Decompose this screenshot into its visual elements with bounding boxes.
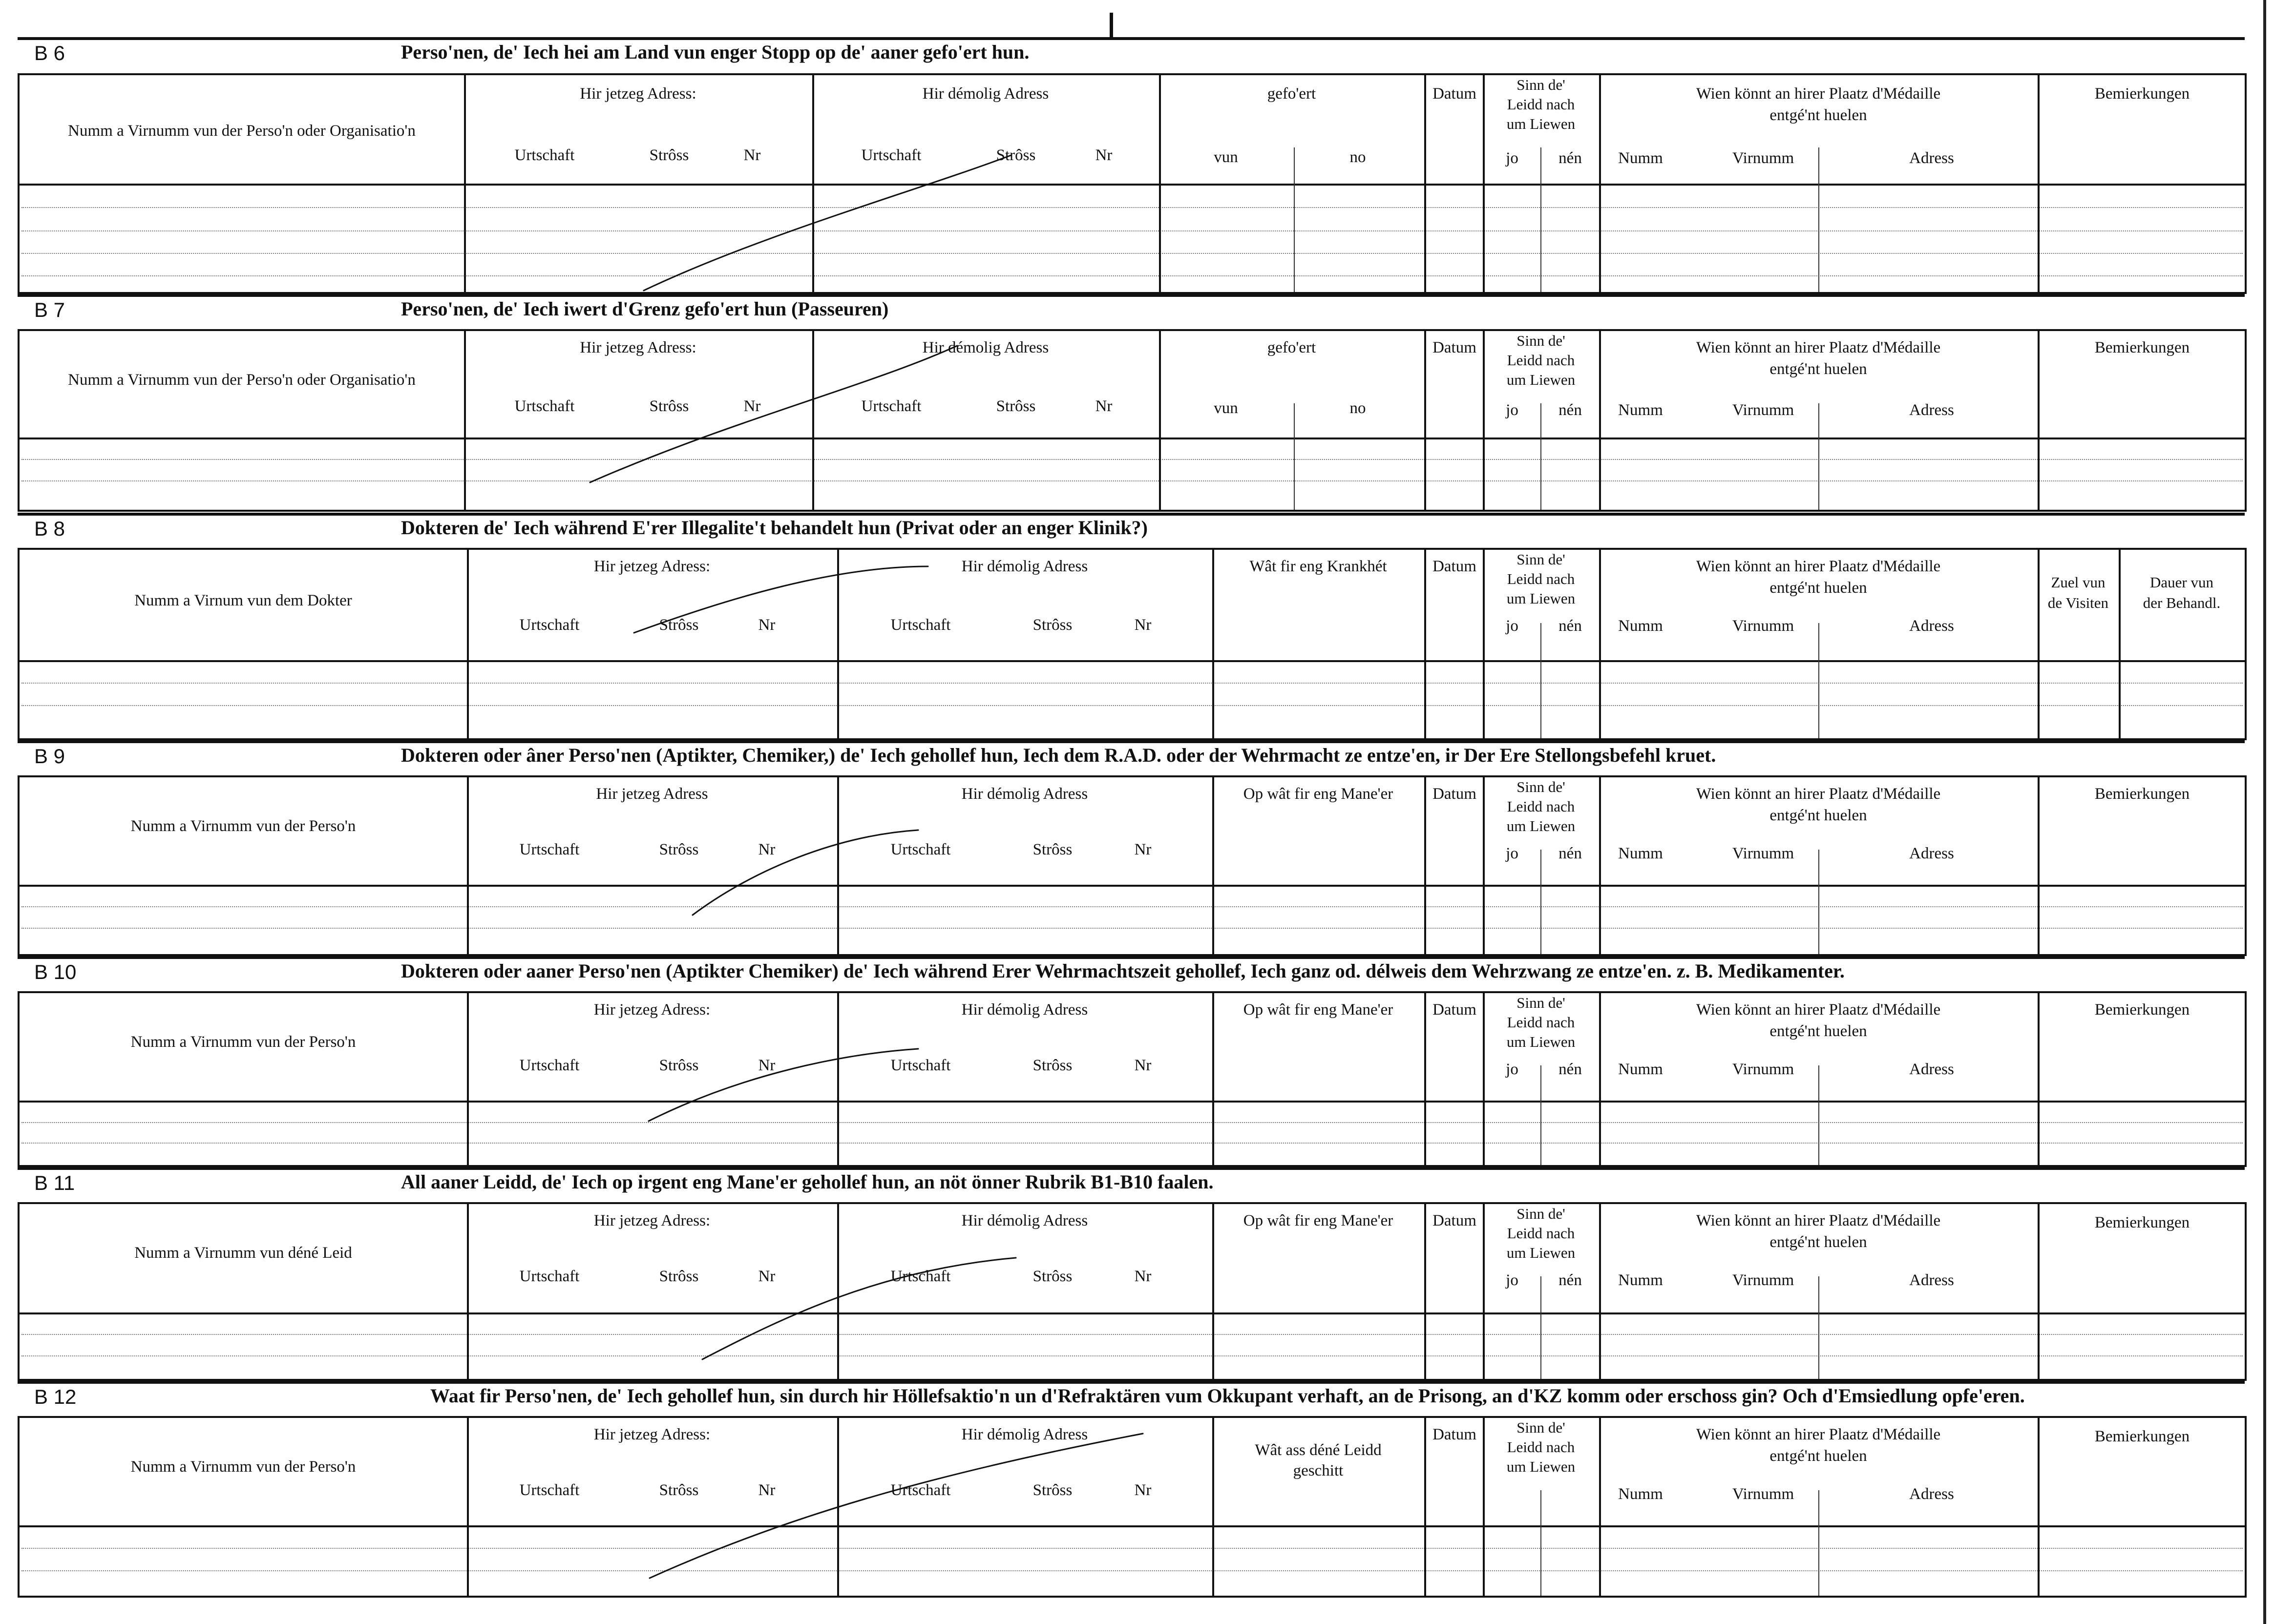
stross-label: Strôss bbox=[996, 146, 1036, 164]
right-page-edge bbox=[2263, 0, 2266, 1624]
visits-count-header: Zuel vun bbox=[2051, 574, 2106, 591]
section-table bbox=[18, 1416, 2247, 1598]
leidd-nach-header: Leidd nach bbox=[1507, 570, 1575, 587]
adress-label: Adress bbox=[1909, 1061, 1954, 1078]
section-table bbox=[18, 73, 2247, 294]
um-liewen-header: um Liewen bbox=[1506, 371, 1576, 388]
stross-label: Strôss bbox=[649, 146, 689, 164]
urtschaft-label: Urtschaft bbox=[519, 1481, 580, 1499]
nr-label: Nr bbox=[758, 841, 776, 858]
no-label: no bbox=[1349, 148, 1366, 166]
nr-label: Nr bbox=[743, 146, 761, 164]
jo-label: jo bbox=[1506, 1271, 1518, 1289]
numm-label: Numm bbox=[1618, 1271, 1663, 1289]
sinn-header: Sinn de' bbox=[1516, 994, 1565, 1011]
leidd-nach-header: Leidd nach bbox=[1507, 798, 1575, 815]
manner-header: Op wât fir eng Mane'er bbox=[1243, 785, 1393, 803]
medal-recipient-header: Wien könnt an hirer Plaatz d'Médaille bbox=[1696, 785, 1941, 803]
datum-header: Datum bbox=[1432, 339, 1476, 356]
former-address-header: Hir démolig Adress bbox=[922, 85, 1049, 103]
virnumm-label: Virnumm bbox=[1732, 149, 1794, 167]
nr-label: Nr bbox=[1134, 1481, 1152, 1499]
current-address-header: Hir jetzeg Adress bbox=[596, 785, 708, 803]
nr-label: Nr bbox=[758, 1268, 776, 1285]
urtschaft-label: Urtschaft bbox=[861, 146, 922, 164]
um-liewen-header: um Liewen bbox=[1506, 1033, 1576, 1050]
stross-label: Strôss bbox=[649, 397, 689, 415]
section-b12 bbox=[18, 1381, 2245, 1600]
name-column-header: Numm a Virnum vun dem Dokter bbox=[134, 592, 352, 609]
numm-label: Numm bbox=[1618, 1485, 1663, 1503]
former-address-header: Hir démolig Adress bbox=[961, 1426, 1088, 1443]
sinn-header: Sinn de' bbox=[1516, 551, 1565, 568]
um-liewen-header: um Liewen bbox=[1506, 1244, 1576, 1261]
um-liewen-header: um Liewen bbox=[1506, 590, 1576, 607]
nr-label: Nr bbox=[1134, 616, 1152, 634]
current-address-header: Hir jetzeg Adress: bbox=[593, 1212, 711, 1229]
section-table bbox=[18, 775, 2247, 956]
what-happened-header-2: geschitt bbox=[1293, 1462, 1344, 1479]
section-label: B 8 bbox=[34, 517, 65, 540]
remarks-header: Bemierkungen bbox=[2094, 1001, 2190, 1019]
vun-label: vun bbox=[1214, 148, 1238, 166]
jo-label: jo bbox=[1506, 617, 1518, 635]
top-center-mark bbox=[1110, 13, 1113, 38]
virnumm-label: Virnumm bbox=[1732, 1271, 1794, 1289]
treatment-duration-header: Dauer vun bbox=[2150, 574, 2213, 591]
name-column-header: Numm a Virnumm vun der Perso'n bbox=[130, 817, 356, 835]
section-table bbox=[18, 548, 2247, 740]
medal-recipient-header: Wien könnt an hirer Plaatz d'Médaille bbox=[1696, 85, 1941, 103]
numm-label: Numm bbox=[1618, 401, 1663, 419]
datum-header: Datum bbox=[1432, 1212, 1476, 1229]
jo-label: jo bbox=[1506, 401, 1518, 419]
section-title: Dokteren oder âner Perso'nen (Aptikter, Chemiker,) de' Iech gehollef hun, Iech dem R.A.D. oder der Wehrmacht ze entze'en, ir Der Ere Stellongsbefehl kruet. bbox=[401, 744, 1716, 766]
treatment-duration-header-2: der Behandl. bbox=[2143, 594, 2221, 611]
medal-recipient-header-2: entgé'nt huelen bbox=[1769, 1233, 1867, 1251]
section-table bbox=[18, 1202, 2247, 1381]
stross-label: Strôss bbox=[1032, 841, 1073, 858]
former-address-header: Hir démolig Adress bbox=[961, 558, 1088, 575]
numm-label: Numm bbox=[1618, 149, 1663, 167]
datum-header: Datum bbox=[1432, 558, 1476, 575]
section-label: B 10 bbox=[34, 960, 77, 983]
former-address-header: Hir démolig Adress bbox=[961, 785, 1088, 803]
current-address-header: Hir jetzeg Adress: bbox=[580, 339, 696, 356]
medal-recipient-header-2: entgé'nt huelen bbox=[1769, 1447, 1867, 1465]
section-b10 bbox=[18, 956, 2245, 1167]
name-column-header: Numm a Virnumm vun der Perso'n bbox=[130, 1458, 356, 1476]
medal-recipient-header-2: entgé'nt huelen bbox=[1769, 579, 1867, 597]
medal-recipient-header-2: entgé'nt huelen bbox=[1769, 106, 1867, 124]
virnumm-label: Virnumm bbox=[1732, 1061, 1794, 1078]
name-column-header: Numm a Virnumm vun der Perso'n oder Organisatio'n bbox=[68, 371, 416, 389]
um-liewen-header: um Liewen bbox=[1506, 817, 1576, 834]
remarks-header: Bemierkungen bbox=[2094, 85, 2190, 103]
sinn-header: Sinn de' bbox=[1516, 1205, 1565, 1222]
name-column-header: Numm a Virnumm vun der Perso'n bbox=[130, 1033, 356, 1051]
urtschaft-label: Urtschaft bbox=[890, 1057, 951, 1074]
leidd-nach-header: Leidd nach bbox=[1507, 1225, 1575, 1242]
section-b11 bbox=[18, 1167, 2245, 1381]
medal-recipient-header-2: entgé'nt huelen bbox=[1769, 360, 1867, 378]
um-liewen-header: um Liewen bbox=[1506, 115, 1576, 132]
adress-label: Adress bbox=[1909, 1485, 1954, 1503]
current-address-header: Hir jetzeg Adress: bbox=[593, 1426, 711, 1443]
former-address-header: Hir démolig Adress bbox=[922, 339, 1049, 356]
section-title: Perso'nen, de' Iech iwert d'Grenz gefo'ert hun (Passeuren) bbox=[401, 298, 889, 320]
remarks-header: Bemierkungen bbox=[2094, 1428, 2190, 1445]
former-address-header: Hir démolig Adress bbox=[961, 1001, 1088, 1019]
adress-label: Adress bbox=[1909, 617, 1954, 635]
section-label: B 7 bbox=[34, 298, 65, 321]
section-table bbox=[18, 329, 2247, 512]
stross-label: Strôss bbox=[1032, 1481, 1073, 1499]
adress-label: Adress bbox=[1909, 845, 1954, 862]
section-label: B 6 bbox=[34, 42, 65, 64]
adress-label: Adress bbox=[1909, 149, 1954, 167]
visits-count-header-2: de Visiten bbox=[2047, 594, 2109, 611]
datum-header: Datum bbox=[1432, 785, 1476, 803]
urtschaft-label: Urtschaft bbox=[519, 1057, 580, 1074]
urtschaft-label: Urtschaft bbox=[890, 1481, 951, 1499]
stross-label: Strôss bbox=[659, 1057, 699, 1074]
medal-recipient-header: Wien könnt an hirer Plaatz d'Médaille bbox=[1696, 1426, 1941, 1443]
jo-label: jo bbox=[1506, 1061, 1518, 1078]
stross-label: Strôss bbox=[1032, 616, 1073, 634]
virnumm-label: Virnumm bbox=[1732, 1485, 1794, 1503]
name-column-header: Numm a Virnumm vun déné Leid bbox=[134, 1244, 352, 1262]
leidd-nach-header: Leidd nach bbox=[1507, 1438, 1575, 1456]
stross-label: Strôss bbox=[659, 841, 699, 858]
virnumm-label: Virnumm bbox=[1732, 617, 1794, 635]
jo-label: jo bbox=[1506, 845, 1518, 862]
section-title: Dokteren oder aaner Perso'nen (Aptikter Chemiker) de' Iech während Erer Wehrmachtszeit gehollef, Iech ganz od. délweis dem Wehrzwang ze entze'en. z. B. Medikamenter. bbox=[401, 960, 1845, 982]
section-title: Waat fir Perso'nen, de' Iech gehollef hun, sin durch hir Höllefsaktio'n un d'Refraktären vum Okkupant verhaft, an de Prisong, an d'KZ komm oder erschoss gin? Och d'Emsiedlung opfe'eren. bbox=[430, 1385, 2025, 1407]
leidd-nach-header: Leidd nach bbox=[1507, 96, 1575, 113]
section-b9 bbox=[18, 740, 2245, 956]
illness-header: Wât fir eng Krankhét bbox=[1249, 558, 1387, 575]
datum-header: Datum bbox=[1432, 1426, 1476, 1443]
stross-label: Strôss bbox=[996, 397, 1036, 415]
nr-label: Nr bbox=[1134, 1057, 1152, 1074]
nen-label: nén bbox=[1558, 617, 1582, 635]
current-address-header: Hir jetzeg Adress: bbox=[593, 1001, 711, 1019]
section-label: B 11 bbox=[34, 1171, 75, 1194]
numm-label: Numm bbox=[1618, 845, 1663, 862]
stross-label: Strôss bbox=[659, 1481, 699, 1499]
medal-recipient-header-2: entgé'nt huelen bbox=[1769, 1022, 1867, 1040]
medal-recipient-header: Wien könnt an hirer Plaatz d'Médaille bbox=[1696, 1001, 1941, 1019]
sinn-header: Sinn de' bbox=[1516, 1419, 1565, 1436]
stross-label: Strôss bbox=[1032, 1057, 1073, 1074]
urtschaft-label: Urtschaft bbox=[514, 397, 575, 415]
urtschaft-label: Urtschaft bbox=[519, 616, 580, 634]
jo-label: jo bbox=[1506, 149, 1518, 167]
section-title: Perso'nen, de' Iech hei am Land vun enger Stopp op de' aaner gefo'ert hun. bbox=[401, 41, 1030, 63]
gefoert-header: gefo'ert bbox=[1267, 339, 1316, 356]
stross-label: Strôss bbox=[659, 616, 699, 634]
virnumm-label: Virnumm bbox=[1732, 401, 1794, 419]
medal-recipient-header-2: entgé'nt huelen bbox=[1769, 807, 1867, 824]
remarks-header: Bemierkungen bbox=[2094, 785, 2190, 803]
section-b8 bbox=[18, 513, 2245, 740]
vun-label: vun bbox=[1214, 399, 1238, 417]
nr-label: Nr bbox=[1095, 397, 1113, 415]
current-address-header: Hir jetzeg Adress: bbox=[593, 558, 711, 575]
section-label: B 12 bbox=[34, 1385, 77, 1408]
urtschaft-label: Urtschaft bbox=[890, 841, 951, 858]
um-liewen-header: um Liewen bbox=[1506, 1458, 1576, 1475]
sinn-header: Sinn de' bbox=[1516, 76, 1565, 93]
sinn-header: Sinn de' bbox=[1516, 332, 1565, 349]
what-happened-header: Wât ass déné Leidd bbox=[1255, 1441, 1382, 1459]
adress-label: Adress bbox=[1909, 401, 1954, 419]
nr-label: Nr bbox=[758, 616, 776, 634]
virnumm-label: Virnumm bbox=[1732, 845, 1794, 862]
remarks-header: Bemierkungen bbox=[2094, 339, 2190, 356]
sinn-header: Sinn de' bbox=[1516, 778, 1565, 795]
leidd-nach-header: Leidd nach bbox=[1507, 352, 1575, 369]
no-label: no bbox=[1349, 399, 1366, 417]
urtschaft-label: Urtschaft bbox=[519, 1268, 580, 1285]
former-address-header: Hir démolig Adress bbox=[961, 1212, 1088, 1229]
nen-label: nén bbox=[1558, 1061, 1582, 1078]
nen-label: nén bbox=[1558, 149, 1582, 167]
section-title: All aaner Leidd, de' Iech op irgent eng Mane'er gehollef hun, an nöt önner Rubrik B1-B10 faalen. bbox=[401, 1171, 1214, 1193]
manner-header: Op wât fir eng Mane'er bbox=[1243, 1001, 1393, 1019]
nen-label: nén bbox=[1558, 401, 1582, 419]
stross-label: Strôss bbox=[1032, 1268, 1073, 1285]
nen-label: nén bbox=[1558, 1271, 1582, 1289]
adress-label: Adress bbox=[1909, 1271, 1954, 1289]
stross-label: Strôss bbox=[659, 1268, 699, 1285]
manner-header: Op wât fir eng Mane'er bbox=[1243, 1212, 1393, 1229]
gefoert-header: gefo'ert bbox=[1267, 85, 1316, 103]
nr-label: Nr bbox=[1134, 1268, 1152, 1285]
medal-recipient-header: Wien könnt an hirer Plaatz d'Médaille bbox=[1696, 1212, 1941, 1229]
medal-recipient-header: Wien könnt an hirer Plaatz d'Médaille bbox=[1696, 339, 1941, 356]
datum-header: Datum bbox=[1432, 85, 1476, 103]
nr-label: Nr bbox=[1134, 841, 1152, 858]
nr-label: Nr bbox=[1095, 146, 1113, 164]
urtschaft-label: Urtschaft bbox=[890, 1268, 951, 1285]
numm-label: Numm bbox=[1618, 617, 1663, 635]
leidd-nach-header: Leidd nach bbox=[1507, 1014, 1575, 1031]
section-title: Dokteren de' Iech während E'rer Illegalite't behandelt hun (Privat oder an enger Klinik?) bbox=[401, 517, 1148, 539]
section-label: B 9 bbox=[34, 745, 65, 768]
nr-label: Nr bbox=[743, 397, 761, 415]
nr-label: Nr bbox=[758, 1057, 776, 1074]
datum-header: Datum bbox=[1432, 1001, 1476, 1019]
urtschaft-label: Urtschaft bbox=[861, 397, 922, 415]
medal-recipient-header: Wien könnt an hirer Plaatz d'Médaille bbox=[1696, 558, 1941, 575]
nr-label: Nr bbox=[758, 1481, 776, 1499]
remarks-header: Bemierkungen bbox=[2094, 1214, 2190, 1231]
urtschaft-label: Urtschaft bbox=[519, 841, 580, 858]
current-address-header: Hir jetzeg Adress: bbox=[580, 85, 696, 103]
urtschaft-label: Urtschaft bbox=[514, 146, 575, 164]
name-column-header: Numm a Virnumm vun der Perso'n oder Organisatio'n bbox=[68, 122, 416, 140]
section-table bbox=[18, 991, 2247, 1167]
urtschaft-label: Urtschaft bbox=[890, 616, 951, 634]
numm-label: Numm bbox=[1618, 1061, 1663, 1078]
section-b7 bbox=[18, 294, 2245, 512]
section-b6 bbox=[18, 37, 2245, 294]
nen-label: nén bbox=[1558, 845, 1582, 862]
